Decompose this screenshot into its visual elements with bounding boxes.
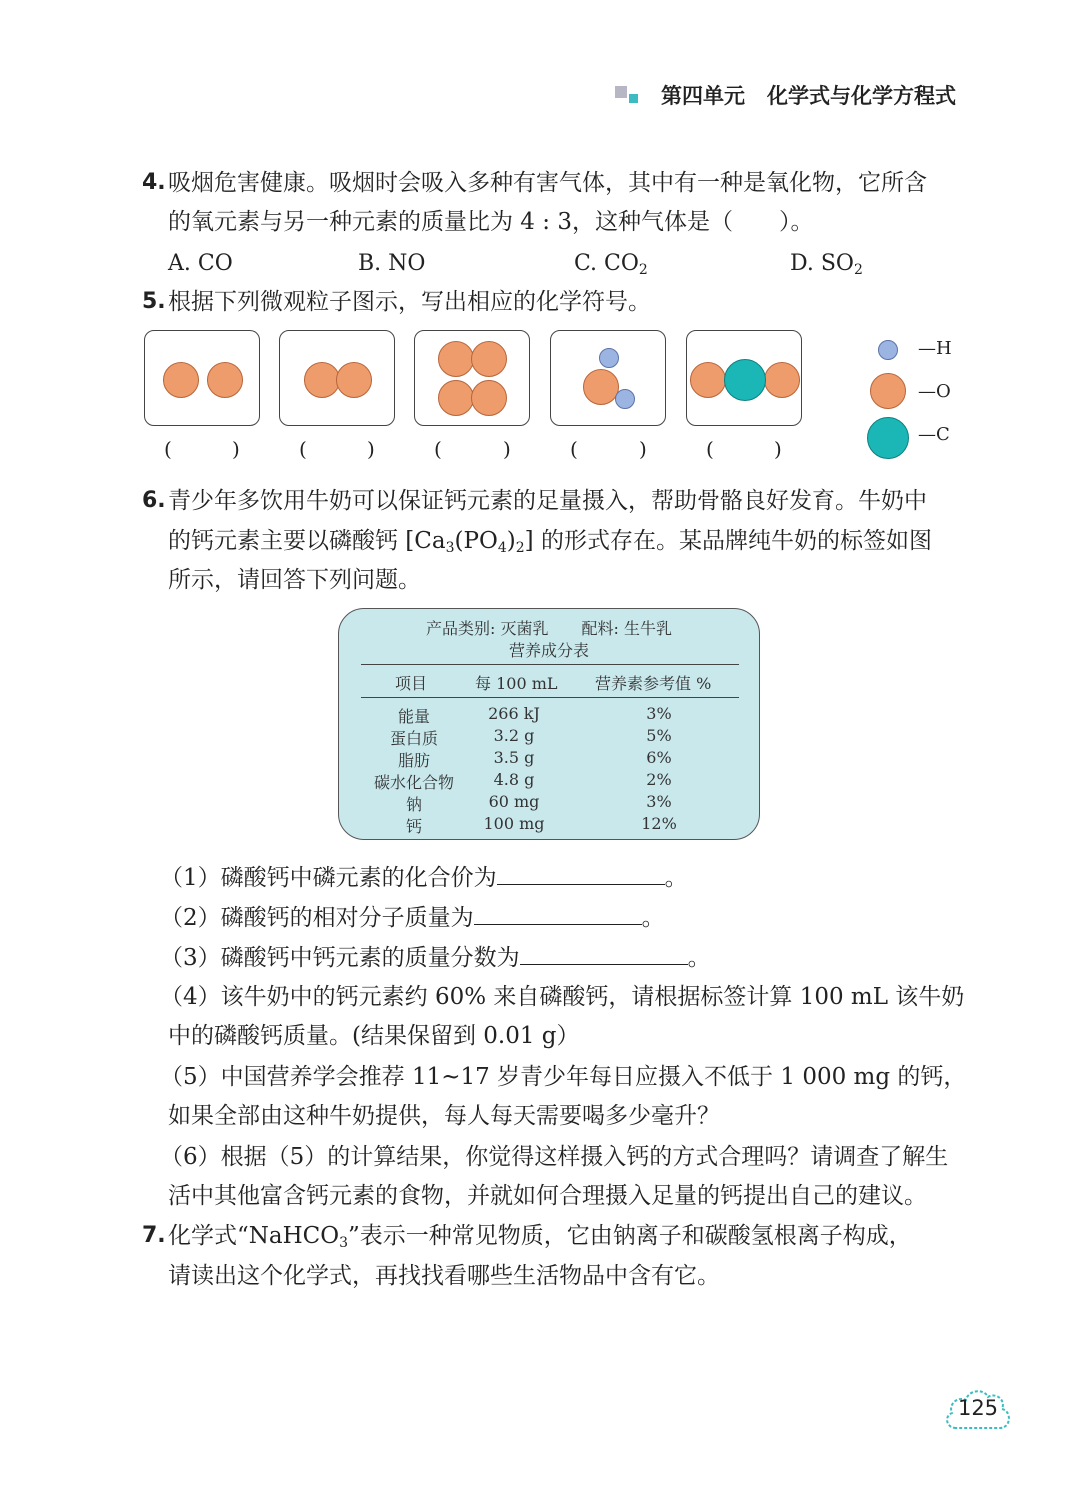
legend-hydrogen-icon (878, 340, 898, 360)
unit-label: 第四单元 (661, 84, 745, 108)
answer-paren-close: ) (639, 437, 647, 461)
oxygen-atom (336, 362, 372, 398)
oxygen-atom (764, 362, 800, 398)
column-header-nrv: 营养素参考值 % (595, 674, 712, 693)
column-header-per100ml: 每 100 mL (475, 674, 558, 693)
oxygen-atom (438, 341, 474, 377)
chapter-title: 化学式与化学方程式 (767, 84, 956, 108)
table-row: 碳水化合物 4.8 g 2% (373, 770, 672, 792)
answer-blank[interactable] (520, 942, 688, 965)
table-row: 钠 60 mg 3% (405, 792, 672, 814)
q6-text-line2: 的钙元素主要以磷酸钙 $[Ca_3(PO_4)_2]$ 的形式存在。某品牌纯牛奶的标签如图 (168, 528, 932, 556)
answer-paren-open: ( (570, 437, 578, 461)
q6-sub5-line2: 如果全部由这种牛奶提供，每人每天需要喝多少毫升？ (168, 1103, 720, 1129)
hydrogen-atom (599, 348, 619, 368)
q6-sub6-line2: 活中其他富含钙元素的食物，并就如何合理摄入足量的钙提出自己的建议。 (168, 1183, 927, 1209)
legend-o-label: —O (918, 381, 951, 402)
table-top-rule (361, 664, 739, 665)
q4-option-d: D. $SO_2$ (790, 251, 863, 278)
q4-text-line1: 吸烟危害健康。吸烟时会吸入多种有害气体，其中有一种是氧化物，它所含 (168, 170, 927, 196)
q4-option-a: A. CO (168, 251, 233, 276)
column-header-item: 项目 (395, 674, 428, 693)
oxygen-atom (471, 380, 507, 416)
q6-sub4-line2: 中的磷酸钙质量。(结果保留到 0.01 g） (168, 1023, 580, 1049)
answer-paren-close: ) (503, 437, 511, 461)
q6-sub3: （3）磷酸钙中钙元素的质量分数为 。 (160, 942, 711, 973)
legend-h-label: —H (918, 338, 952, 359)
particle-diagram-2 (279, 330, 395, 426)
q6-sub2: （2）磷酸钙的相对分子质量为 。 (160, 902, 665, 933)
q4-text-line2: 的氧元素与另一种元素的质量比为 4 : 3，这种气体是（ ）。 (168, 209, 814, 235)
particle-diagram-5 (686, 330, 802, 426)
oxygen-atom (690, 362, 726, 398)
oxygen-atom (304, 362, 340, 398)
carbon-atom (724, 359, 766, 401)
nutrition-table-title: 营养成分表 (508, 641, 589, 660)
table-row: 钙 100 mg 12% (405, 814, 677, 836)
particle-diagram-1 (144, 330, 260, 426)
particle-diagram-4 (550, 330, 666, 426)
product-category: 产品类别: 灭菌乳 (425, 619, 549, 638)
answer-blank[interactable] (497, 862, 665, 885)
q5-number: 5. (142, 289, 166, 314)
q6-sub1: （1）磷酸钙中磷元素的化合价为 。 (160, 862, 688, 893)
answer-paren-close: ) (774, 437, 782, 461)
oxygen-atom (163, 362, 199, 398)
chapter-header (615, 80, 956, 110)
oxygen-atom (471, 341, 507, 377)
page-number: 125 (957, 1396, 999, 1420)
q6-sub6-line1: （6）根据（5）的计算结果，你觉得这样摄入钙的方式合理吗？请调查了解生 (160, 1144, 949, 1170)
answer-paren-open: ( (434, 437, 442, 461)
answer-paren-close: ) (232, 437, 240, 461)
q6-sub4-line1: （4）该牛奶中的钙元素约 60% 来自磷酸钙，请根据标签计算 100 mL 该牛奶 (160, 984, 965, 1010)
oxygen-atom (438, 380, 474, 416)
answer-paren-open: ( (706, 437, 714, 461)
label-header (339, 618, 759, 640)
q6-sub5-line1: （5）中国营养学会推荐 11~17 岁青少年每日应摄入不低于 1 000 mg 的钙， (160, 1064, 967, 1090)
table-row: 蛋白质 3.2 g 5% (389, 726, 672, 748)
answer-blank[interactable] (474, 902, 642, 925)
q7-text-line1: 化学式“NaHCO$_3$”表示一种常见物质，它由钠离子和碳酸氢根离子构成， (168, 1223, 912, 1251)
milk-nutrition-label (338, 608, 760, 840)
oxygen-atom (583, 369, 619, 405)
q7-text-line2: 请读出这个化学式，再找找看哪些生活物品中含有它。 (168, 1263, 720, 1289)
table-row: 脂肪 3.5 g 6% (397, 748, 672, 770)
q6-text-line3: 所示，请回答下列问题。 (168, 567, 421, 593)
legend-carbon-icon (867, 417, 909, 459)
answer-paren-open: ( (164, 437, 172, 461)
q4-option-b: B. NO (358, 251, 426, 276)
q4-option-c: C. $CO_2$ (574, 251, 648, 278)
ingredient: 配料: 生牛乳 (581, 619, 673, 638)
answer-paren-close: ) (367, 437, 375, 461)
q4-number: 4. (142, 170, 166, 195)
legend-c-label: —C (918, 424, 950, 445)
q7-number: 7. (142, 1223, 166, 1248)
table-header-rule (361, 697, 739, 698)
particle-diagram-3 (414, 330, 530, 426)
oxygen-atom (207, 362, 243, 398)
table-row: 能量 266 kJ 3% (397, 704, 672, 726)
q5-text: 根据下列微观粒子图示，写出相应的化学符号。 (168, 289, 651, 315)
answer-paren-open: ( (299, 437, 307, 461)
q6-number: 6. (142, 488, 166, 513)
header-decoration-icon (615, 84, 643, 106)
legend-oxygen-icon (870, 373, 906, 409)
q6-text-line1: 青少年多饮用牛奶可以保证钙元素的足量摄入，帮助骨骼良好发育。牛奶中 (168, 488, 927, 514)
hydrogen-atom (615, 389, 635, 409)
